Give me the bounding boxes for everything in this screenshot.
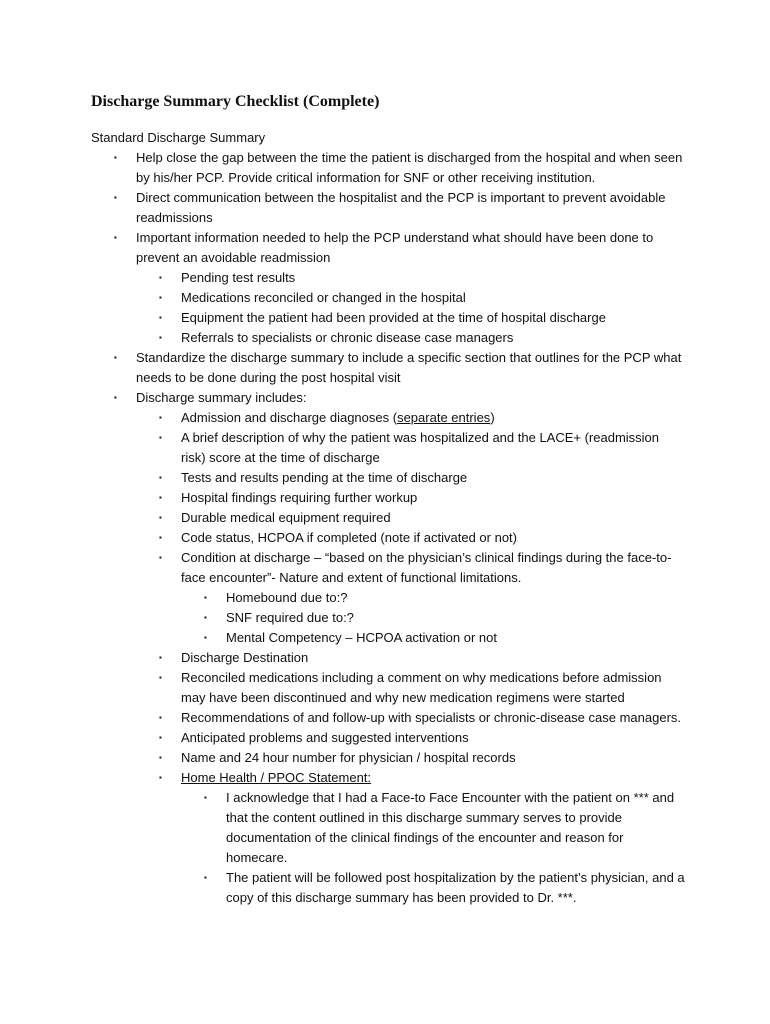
bullet-icon: ▪ — [114, 153, 117, 162]
list-item-text: Code status, HCPOA if completed (note if activated or not) — [181, 530, 517, 545]
checklist — [0, 148, 770, 908]
list-item-text: Equipment the patient had been provided at the time of hospital discharge — [181, 310, 606, 325]
list-item-code-status — [0, 528, 686, 548]
bullet-icon: ▪ — [159, 433, 162, 442]
bullet-icon: ▪ — [114, 233, 117, 242]
list-item-direct-communication — [0, 188, 686, 228]
bullet-icon: ▪ — [159, 533, 162, 542]
list-item-home-health — [0, 768, 686, 788]
list-item-text: Discharge Destination — [181, 650, 309, 665]
list-item-close-gap — [0, 148, 686, 188]
list-item-brief-description — [0, 428, 686, 468]
list-item-recommendations — [0, 708, 686, 728]
bullet-icon: ▪ — [159, 513, 162, 522]
list-item-text: Medications reconciled or changed in the hospital — [181, 290, 466, 305]
bullet-icon: ▪ — [159, 713, 162, 722]
list-item-text: Reconciled medications including a comment on why medications before admission may have been discontinued and why new medication regimens were started — [181, 670, 662, 705]
list-item-text: Name and 24 hour number for physician / hospital records — [181, 750, 516, 765]
list-item-text: Direct communication between the hospitalist and the PCP is important to prevent avoidable readmissions — [136, 190, 666, 225]
bullet-icon: ▪ — [114, 353, 117, 362]
home-health-link[interactable]: Home Health / PPOC Statement: — [181, 770, 372, 785]
list-item-text: A brief description of why the patient was hospitalized and the LACE+ (readmission risk) score at the time of discharge — [181, 430, 660, 465]
list-item-tests-pending — [0, 468, 686, 488]
list-item-acknowledge — [0, 788, 686, 868]
list-item-followed-post — [0, 868, 686, 908]
list-item-includes — [0, 388, 686, 408]
bullet-icon: ▪ — [159, 773, 162, 782]
list-item-text: Standardize the discharge summary to include a specific section that outlines for the PCP what needs to be done during the post hospital visit — [136, 350, 682, 385]
list-item-discharge-destination — [0, 648, 686, 668]
bullet-icon: ▪ — [159, 293, 162, 302]
list-item-standardize — [0, 348, 686, 388]
list-item-snf-required — [0, 608, 686, 628]
list-item-anticipated-problems — [0, 728, 686, 748]
bullet-icon: ▪ — [159, 313, 162, 322]
bullet-icon: ▪ — [159, 653, 162, 662]
list-item-text-prefix: Admission and discharge diagnoses ( — [181, 410, 398, 425]
list-item-text-suffix: ) — [490, 410, 495, 425]
separate-entries-link[interactable]: separate entries — [397, 410, 491, 425]
list-item-text: I acknowledge that I had a Face-to Face Encounter with the patient on *** and that the content outlined in this discharge summary serves to provide documentation of the clinical findings of the encounter and reason for homecare. — [226, 790, 675, 865]
list-item-text: Mental Competency – HCPOA activation or not — [226, 630, 497, 645]
list-item-text: Tests and results pending at the time of discharge — [181, 470, 468, 485]
list-item-referrals — [0, 328, 686, 348]
list-item-text: Pending test results — [181, 270, 296, 285]
bullet-icon: ▪ — [204, 613, 207, 622]
list-item-text: Hospital findings requiring further workup — [181, 490, 418, 505]
bullet-icon: ▪ — [159, 493, 162, 502]
list-item-text: The patient will be followed post hospitalization by the patient’s physician, and a copy of this discharge summary has been provided to Dr. ***. — [226, 870, 685, 905]
document-title: Discharge Summary Checklist (Complete) — [91, 93, 380, 110]
bullet-icon: ▪ — [159, 553, 162, 562]
list-item-diagnoses — [0, 408, 686, 428]
list-item-text: Recommendations of and follow-up with specialists or chronic-disease case managers. — [181, 710, 682, 725]
list-item-important-info — [0, 228, 686, 268]
bullet-icon: ▪ — [159, 273, 162, 282]
section-heading: Standard Discharge Summary — [91, 130, 266, 145]
bullet-icon: ▪ — [204, 793, 207, 802]
list-item-text: Homebound due to:? — [226, 590, 348, 605]
bullet-icon: ▪ — [159, 733, 162, 742]
list-item-equipment-provided — [0, 308, 686, 328]
list-item-text: Durable medical equipment required — [181, 510, 391, 525]
bullet-icon: ▪ — [159, 413, 162, 422]
bullet-icon: ▪ — [204, 633, 207, 642]
list-item-mental-competency — [0, 628, 686, 648]
list-item-text: SNF required due to:? — [226, 610, 354, 625]
list-item-reconciled-medications — [0, 668, 686, 708]
list-item-medications-reconciled — [0, 288, 686, 308]
list-item-text: Important information needed to help the PCP understand what should have been done to prevent an avoidable readmission — [136, 230, 654, 265]
list-item-text: Help close the gap between the time the patient is discharged from the hospital and when seen by his/her PCP. Provide critical information for SNF or other receiving institution. — [136, 150, 683, 185]
list-item-durable-equipment — [0, 508, 686, 528]
bullet-icon: ▪ — [114, 193, 117, 202]
list-item-hospital-findings — [0, 488, 686, 508]
list-item-pending-tests — [0, 268, 686, 288]
bullet-icon: ▪ — [159, 673, 162, 682]
bullet-icon: ▪ — [159, 753, 162, 762]
list-item-homebound — [0, 588, 686, 608]
list-item-text: Condition at discharge – “based on the physician’s clinical findings during the face-to-face encounter”- Nature and extent of functional limitations. — [181, 550, 672, 585]
bullet-icon: ▪ — [159, 333, 162, 342]
bullet-icon: ▪ — [204, 873, 207, 882]
bullet-icon: ▪ — [114, 393, 117, 402]
bullet-icon: ▪ — [204, 593, 207, 602]
list-item-text: Referrals to specialists or chronic disease case managers — [181, 330, 514, 345]
list-item-text: Anticipated problems and suggested interventions — [181, 730, 469, 745]
list-item-condition-at-discharge — [0, 548, 686, 588]
list-item-contact-number — [0, 748, 686, 768]
bullet-icon: ▪ — [159, 473, 162, 482]
list-item-text: Discharge summary includes: — [136, 390, 307, 405]
